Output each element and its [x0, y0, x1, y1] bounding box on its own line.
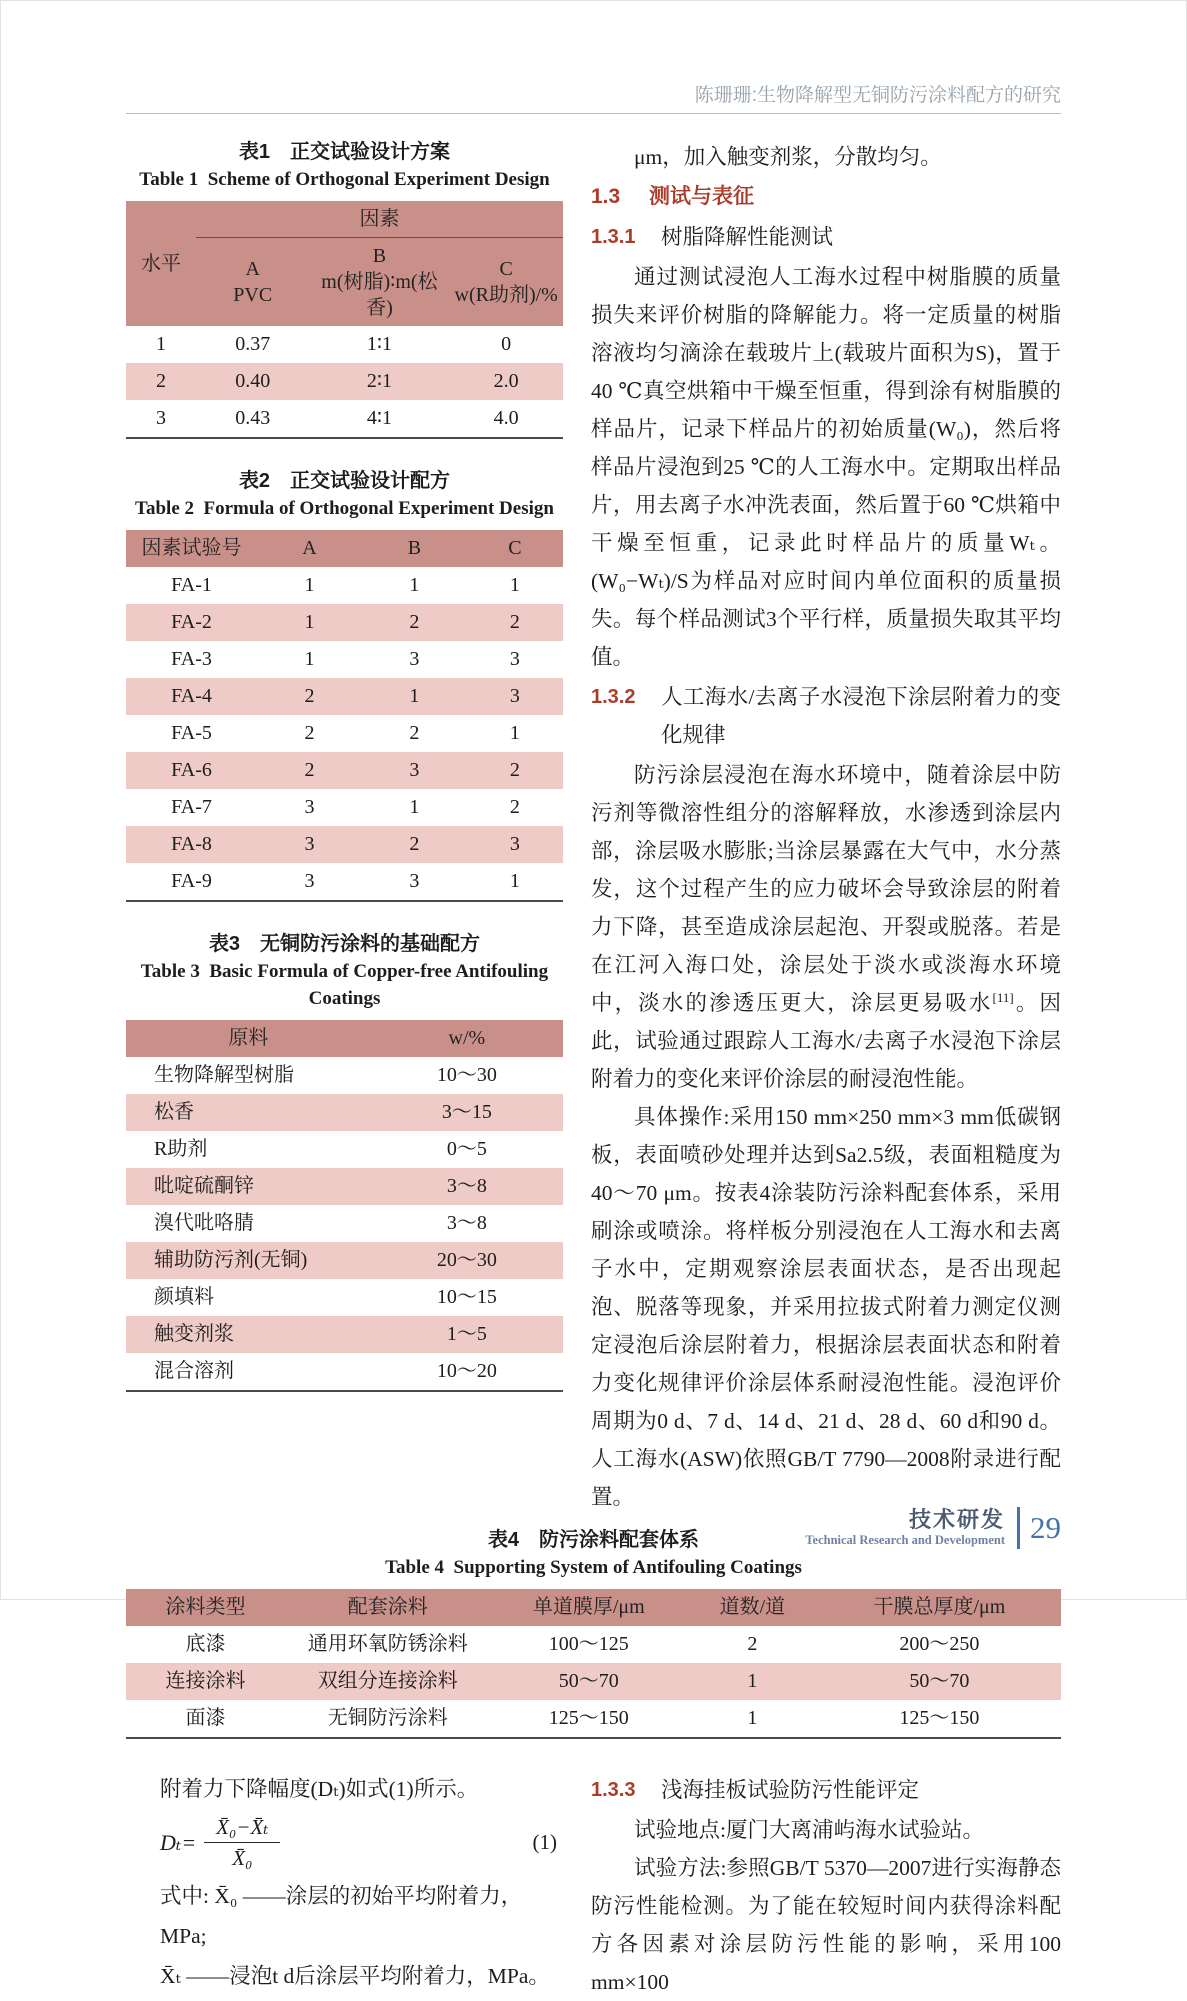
section-number: 1.3.3 — [591, 1779, 636, 1801]
section-title: 浅海挂板试验防污性能评定 — [661, 1778, 920, 1802]
table-cell: 3 — [467, 826, 563, 863]
table-cell: 3～15 — [371, 1094, 563, 1131]
table-cell: 3 — [409, 870, 420, 892]
table-cell: 触变剂浆 — [126, 1316, 371, 1353]
table-cell: 1 — [409, 574, 420, 596]
formula-note-2: X̄ₜ ——浸泡t d后涂层平均附着力，MPa。 — [160, 1964, 550, 1988]
table-cell: 10～20 — [436, 1360, 497, 1382]
header-line: B — [372, 245, 387, 267]
table4-block — [126, 1526, 1061, 1739]
table-cell: 1 — [257, 604, 362, 641]
column-header — [196, 238, 310, 327]
column-header: 因素 — [196, 201, 563, 238]
table-cell: 底漆 — [185, 1633, 226, 1655]
fraction-numerator: X̄₀−X̄ₜ — [216, 1815, 269, 1839]
table3 — [126, 1020, 563, 1392]
footer-section-labels — [805, 1508, 1005, 1548]
table-cell: 10～15 — [436, 1286, 497, 1308]
column-header: 单道膜厚/μm — [491, 1589, 687, 1626]
left-column — [126, 138, 563, 1516]
table-cell: 3 — [155, 407, 166, 429]
running-head: 陈珊珊:生物降解型无铜防污涂料配方的研究 — [694, 85, 1061, 106]
table-row — [126, 363, 563, 400]
column-header: 原料 — [126, 1020, 371, 1057]
table-cell: 2.0 — [449, 363, 563, 400]
footer-section-en: Technical Research and Development — [805, 1533, 1005, 1547]
table-cell: 2 — [509, 796, 520, 818]
table-cell: 0～5 — [446, 1138, 487, 1160]
section-number: 1.3.2 — [591, 686, 636, 708]
table-cell: 3～8 — [371, 1168, 563, 1205]
table-row — [126, 678, 563, 715]
table-cell: 1 — [509, 574, 520, 596]
table-cell: 0 — [501, 333, 512, 355]
table-cell: 3 — [467, 678, 563, 715]
table-cell: 3～8 — [446, 1212, 487, 1234]
table-row — [126, 326, 563, 363]
table-row — [126, 1663, 1061, 1700]
table1 — [126, 201, 563, 439]
header-line: PVC — [233, 284, 273, 306]
table1-title-en: Table 1 Scheme of Orthogonal Experiment Design — [139, 169, 550, 190]
table-row — [126, 604, 563, 641]
table-cell: FA-2 — [126, 604, 257, 641]
citation-ref: [11] — [992, 989, 1014, 1005]
table-cell: 4.0 — [493, 407, 519, 429]
table-cell: 1 — [747, 1707, 758, 1729]
table-cell: FA-8 — [126, 826, 257, 863]
table-cell: 0.37 — [235, 333, 271, 355]
table-cell: 125～150 — [899, 1707, 980, 1729]
table-cell: 200～250 — [899, 1633, 980, 1655]
column-header — [449, 238, 563, 327]
table-row — [126, 1353, 563, 1391]
text-segment: 。因此，试验通过跟踪人工海水/去离子水浸泡下涂层附着力的变化来评价涂层的耐浸泡性能。 — [591, 991, 1061, 1091]
table-cell: FA-9 — [171, 870, 212, 892]
section-heading-1-3-3 — [591, 1771, 1061, 1809]
column-header: 水平 — [126, 201, 196, 326]
column-header: B — [362, 530, 467, 567]
section-number: 1.3.1 — [591, 226, 636, 248]
table-cell: 2 — [747, 1633, 758, 1655]
table-row — [126, 1057, 563, 1094]
footer-divider-bar — [1017, 1507, 1020, 1549]
header-line: A — [245, 258, 260, 280]
table-row — [126, 1316, 563, 1353]
table-cell: 3 — [304, 870, 315, 892]
table-cell: 3 — [257, 826, 362, 863]
carryover-line: μm，加入触变剂浆，分散均匀。 — [634, 145, 942, 169]
column-header: 干膜总厚度/μm — [818, 1589, 1061, 1626]
table-cell: 20～30 — [371, 1242, 563, 1279]
section-title: 测试与表征 — [649, 185, 754, 208]
formula-note-1: 式中: X̄₀ ——涂层的初始平均附着力，MPa; — [160, 1884, 523, 1948]
table-cell: 1 — [687, 1663, 818, 1700]
header-line: w(R助剂)/% — [454, 284, 558, 306]
table-row — [126, 400, 563, 438]
table-cell: 1 — [155, 333, 166, 355]
table-cell: 松香 — [126, 1094, 371, 1131]
table2-block — [126, 467, 563, 902]
column-header: 因素试验号 — [126, 530, 257, 567]
table-cell: 双组分连接涂料 — [285, 1663, 491, 1700]
table-cell: 3 — [304, 796, 315, 818]
table1-title-cn: 表1 正交试验设计方案 — [238, 141, 451, 163]
table-row — [126, 1168, 563, 1205]
table-cell: 混合溶剂 — [154, 1360, 234, 1382]
bottom-columns — [126, 1769, 1061, 2001]
table-header-row — [126, 1020, 563, 1057]
table-row — [126, 1279, 563, 1316]
table-cell: 50～70 — [491, 1663, 687, 1700]
table-cell: 2 — [257, 752, 362, 789]
table-cell: 2 — [257, 678, 362, 715]
table1-block — [126, 138, 563, 439]
table-cell: 125～150 — [548, 1707, 629, 1729]
section-heading-1-3-1 — [591, 218, 1061, 256]
text-segment: 防污涂层浸泡在海水环境中，随着涂层中防污剂等微溶性组分的溶解释放，水渗透到涂层内部，涂层吸水膨胀;当涂层暴露在大气中，水分蒸发，这个过程产生的应力破坏会导致涂层的附着力下降，甚至造成涂层起泡、开裂或脱落。若是在江河入海口处，涂层处于淡水或淡海水环境中，淡水的渗透压更大，涂层更易吸水 — [591, 763, 1061, 1015]
formula-block — [126, 1769, 563, 2001]
table-cell: 1 — [304, 574, 315, 596]
table-cell: 3 — [362, 752, 467, 789]
table-cell: 50～70 — [818, 1663, 1061, 1700]
column-header: w/% — [371, 1020, 563, 1057]
formula-intro: 附着力下降幅度(Dₜ)如式(1)所示。 — [160, 1777, 479, 1801]
section-1-3-3-block — [591, 1769, 1061, 2001]
column-header: 道数/道 — [687, 1589, 818, 1626]
header-divider — [126, 113, 1061, 114]
column-header: A — [257, 530, 362, 567]
table-header-row — [126, 530, 563, 567]
table-cell: 生物降解型树脂 — [154, 1064, 294, 1086]
table-cell: 100～125 — [548, 1633, 629, 1655]
table-cell: 3 — [409, 648, 420, 670]
table-cell: 2 — [467, 604, 563, 641]
section-title: 人工海水/去离子水浸泡下涂层附着力的变化规律 — [661, 685, 1061, 747]
table-row — [126, 826, 563, 863]
table-cell: 0.43 — [235, 407, 271, 429]
table2 — [126, 530, 563, 902]
table-cell: FA-3 — [171, 648, 212, 670]
table-cell: 2 — [362, 826, 467, 863]
table-row — [126, 567, 563, 604]
table4-title-cn: 表4 防污涂料配套体系 — [487, 1529, 700, 1551]
header-line: m(树脂)∶m(松香) — [321, 271, 438, 319]
table-cell: FA-4 — [126, 678, 257, 715]
table-cell: FA-1 — [171, 574, 212, 596]
table-cell: 1～5 — [371, 1316, 563, 1353]
paragraph-test-method: 试验方法:参照GB/T 5370—2007进行实海静态防污性能检测。为了能在较短时间内获得涂料配方各因素对涂层防污性能的影响，采用100 mm×100 — [591, 1856, 1061, 1994]
footer-section-cn: 技术研发 — [908, 1507, 1005, 1532]
fraction-denominator: X̄₀ — [204, 1842, 280, 1870]
table-cell: 面漆 — [185, 1707, 226, 1729]
table-cell: 颜填料 — [154, 1286, 214, 1308]
table-row — [126, 789, 563, 826]
table-cell: 10～30 — [436, 1064, 497, 1086]
table-cell: 2 — [362, 604, 467, 641]
table-cell: 连接涂料 — [126, 1663, 285, 1700]
table-cell: FA-7 — [171, 796, 212, 818]
header-line: C — [499, 258, 513, 280]
page-number: 29 — [1030, 1510, 1061, 1545]
table-row — [126, 641, 563, 678]
table-cell: 2 — [304, 722, 315, 744]
table-cell: 3 — [509, 648, 520, 670]
table2-title-en: Table 2 Formula of Orthogonal Experiment Design — [135, 498, 554, 519]
table-cell: FA-5 — [171, 722, 212, 744]
section-title: 树脂降解性能测试 — [661, 225, 834, 249]
section-heading-1-3 — [591, 178, 1061, 216]
table-cell: R助剂 — [154, 1138, 208, 1160]
section-number: 1.3 — [591, 185, 621, 208]
table-row — [126, 1094, 563, 1131]
fraction — [204, 1815, 280, 1870]
equation-1 — [160, 1815, 563, 1870]
equation-number: (1) — [532, 1830, 557, 1854]
table-cell: 吡啶硫酮锌 — [126, 1168, 371, 1205]
table-cell: 辅助防污剂(无铜) — [126, 1242, 371, 1279]
table-row — [126, 1131, 563, 1168]
table-cell: 4∶1 — [366, 407, 393, 429]
table-cell: 2 — [126, 363, 196, 400]
equation-lhs: Dₜ= — [160, 1829, 197, 1855]
table4-title-en: Table 4 Supporting System of Antifouling Coatings — [385, 1557, 802, 1578]
table-cell: 无铜防污涂料 — [327, 1707, 448, 1729]
table-cell: 2∶1 — [310, 363, 450, 400]
table2-title-cn: 表2 正交试验设计配方 — [238, 470, 451, 492]
table-row — [126, 752, 563, 789]
table-row — [126, 1700, 1061, 1738]
table-row — [126, 1626, 1061, 1663]
table-cell: 2 — [467, 752, 563, 789]
paragraph-resin-test: 通过测试浸泡人工海水过程中树脂膜的质量损失来评价树脂的降解能力。将一定质量的树脂溶液均匀滴涂在载玻片上(载玻片面积为S)，置于40 ℃真空烘箱中干燥至恒重，得到涂有树脂膜的样品片，记录下样品片的初始质量(W₀)，然后将样品片浸泡到25 ℃的人工海水中。定期取出样品片，用去离子水冲洗表面，然后置于60 ℃烘箱中干燥至恒重，记录此时样品片的质量Wₜ。(W₀−Wₜ)/S为样品对应时间内单位面积的质量损失。每个样品测试3个平行样，质量损失取其平均值。 — [591, 265, 1061, 669]
paragraph-procedure: 具体操作:采用150 mm×250 mm×3 mm低碳钢板，表面喷砂处理并达到Sa2.5级，表面粗糙度为40～70 μm。按表4涂装防污涂料配套体系，采用刷涂或喷涂。将样板分别浸泡在人工海水和去离子水中，定期观察涂层表面状态，是否出现起泡、脱落等现象，并采用拉拔式附着力测定仪测定浸泡后涂层附着力，根据涂层表面状态和附着力变化规律评价涂层体系耐浸泡性能。浸泡评价周期为0 d、7 d、14 d、21 d、28 d、60 d和90 d。人工海水(ASW)依照GB/T 7790—2008附录进行配置。 — [591, 1105, 1061, 1509]
table-cell: FA-6 — [126, 752, 257, 789]
paragraph-test-site: 试验地点:厦门大离浦屿海水试验站。 — [634, 1818, 984, 1842]
main-columns — [126, 138, 1061, 1516]
table-row — [126, 715, 563, 752]
page-footer — [805, 1507, 1061, 1549]
column-header: 涂料类型 — [126, 1589, 285, 1626]
column-header — [310, 238, 450, 327]
table4 — [126, 1589, 1061, 1739]
table-row — [126, 1205, 563, 1242]
table-cell: 2 — [409, 722, 420, 744]
right-column — [591, 138, 1061, 1516]
table-cell: 1∶1 — [366, 333, 393, 355]
table-row — [126, 1242, 563, 1279]
table-row — [126, 863, 563, 901]
table-cell: 1 — [304, 648, 315, 670]
table-cell: 通用环氧防锈涂料 — [307, 1633, 468, 1655]
table-cell: 1 — [509, 870, 520, 892]
table-row — [126, 201, 563, 238]
paragraph-adhesion — [591, 756, 1061, 1098]
table-header-row — [126, 1589, 1061, 1626]
table3-block — [126, 930, 563, 1392]
column-header: 配套涂料 — [285, 1589, 491, 1626]
table-cell: 溴代吡咯腈 — [154, 1212, 254, 1234]
table-cell: 1 — [362, 678, 467, 715]
column-header: C — [467, 530, 563, 567]
table3-title-cn: 表3 无铜防污涂料的基础配方 — [208, 933, 481, 955]
table3-title-en: Table 3 Basic Formula of Copper-free Antifouling Coatings — [140, 961, 553, 1009]
table-cell: 0.40 — [196, 363, 310, 400]
table-cell: 1 — [409, 796, 420, 818]
section-heading-1-3-2 — [591, 678, 1061, 754]
table-cell: 1 — [509, 722, 520, 744]
